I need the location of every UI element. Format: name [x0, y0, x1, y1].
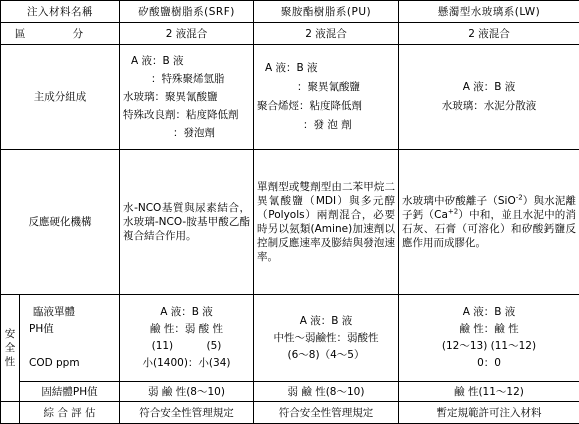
- division-lw: 2 液混合: [399, 23, 579, 45]
- safety-liquid-row: [1, 295, 579, 382]
- evaluation-label: 綜 合 評 估: [20, 402, 120, 424]
- solid-ph-lw: 鹼 性(11～12): [399, 382, 579, 402]
- lw-header: 懸濁型水玻璃系(LW): [399, 1, 579, 23]
- composition-label: 主成分組成: [1, 45, 120, 150]
- composition-srf: A 液：B 液 ：特殊聚烯氫脂 水玻璃：聚異氰酸鹽 特殊改良劑：粘度降低劑 ：發泡劑: [120, 45, 254, 150]
- pu-header: 聚胺酯樹脂系(PU): [254, 1, 399, 23]
- division-srf: 2 液混合: [120, 23, 254, 45]
- safety-solid-row: [1, 382, 579, 402]
- evaluation-lw: 暫定規範許可注入材料: [399, 402, 579, 424]
- composition-pu: A 液：B 液 ：聚異氰酸鹽 聚合烯烴：粘度降低劑 ：發 泡 劑: [254, 45, 399, 150]
- material-name-header: 注入材料名稱: [1, 1, 120, 23]
- safety-label: 安 全 性: [1, 295, 20, 402]
- division-label: 區 分: [1, 23, 120, 45]
- hardening-pu: 單劑型或雙劑型由二苯甲烷二異氰酸鹽（MDI）與多元醇（Polyols）兩劑混合，必要時另以氨類(Amine)加速劑以控制反應速率及膨結與發泡速率。: [254, 150, 399, 295]
- safety-srf: A 液：B 液 鹼 性：弱 酸 性 (11) (5) 小(1400)：小(34): [120, 295, 254, 382]
- evaluation-row: [1, 402, 579, 424]
- safety-lw: A 液：B 液 鹼 性：鹼 性 (12～13) (11～12) 0：0: [399, 295, 579, 382]
- safety-label-tail: [1, 402, 20, 424]
- hardening-label: 反應硬化機構: [1, 150, 120, 295]
- solid-ph-label: 固結體PH值: [20, 382, 120, 402]
- safety-pu: A 液：B 液 中性～弱鹼性：弱酸性 (6～8)（4～5）: [254, 295, 399, 382]
- evaluation-srf: 符合安全性管理規定: [120, 402, 254, 424]
- solid-ph-srf: 弱 鹼 性(8～10): [120, 382, 254, 402]
- hardening-srf: 水-NCO基質與尿素結合，水玻璃-NCO-胺基甲酸乙酯複合結合作用。: [120, 150, 254, 295]
- srf-header: 矽酸鹽樹脂系(SRF): [120, 1, 254, 23]
- hardening-lw: 水玻璃中矽酸離子（SiO$^{-2}$）與水泥離子鈣$(Ca^{+2})$中和，並且水泥中的消石灰、石膏（可溶化）和矽酸鈣鹽反應作用而成膠化。: [399, 150, 579, 295]
- header-row: [1, 1, 579, 23]
- composition-lw: A 液：B 液 水玻璃：水泥分散液: [399, 45, 579, 150]
- division-row: [1, 23, 579, 45]
- safety-liquid-labels: 臨液單體 PH值 COD ppm: [20, 295, 120, 382]
- evaluation-pu: 符合安全性管理規定: [254, 402, 399, 424]
- hardening-row: [1, 150, 579, 295]
- solid-ph-pu: 弱 鹼 性(8～10): [254, 382, 399, 402]
- composition-row: [1, 45, 579, 150]
- division-pu: 2 液混合: [254, 23, 399, 45]
